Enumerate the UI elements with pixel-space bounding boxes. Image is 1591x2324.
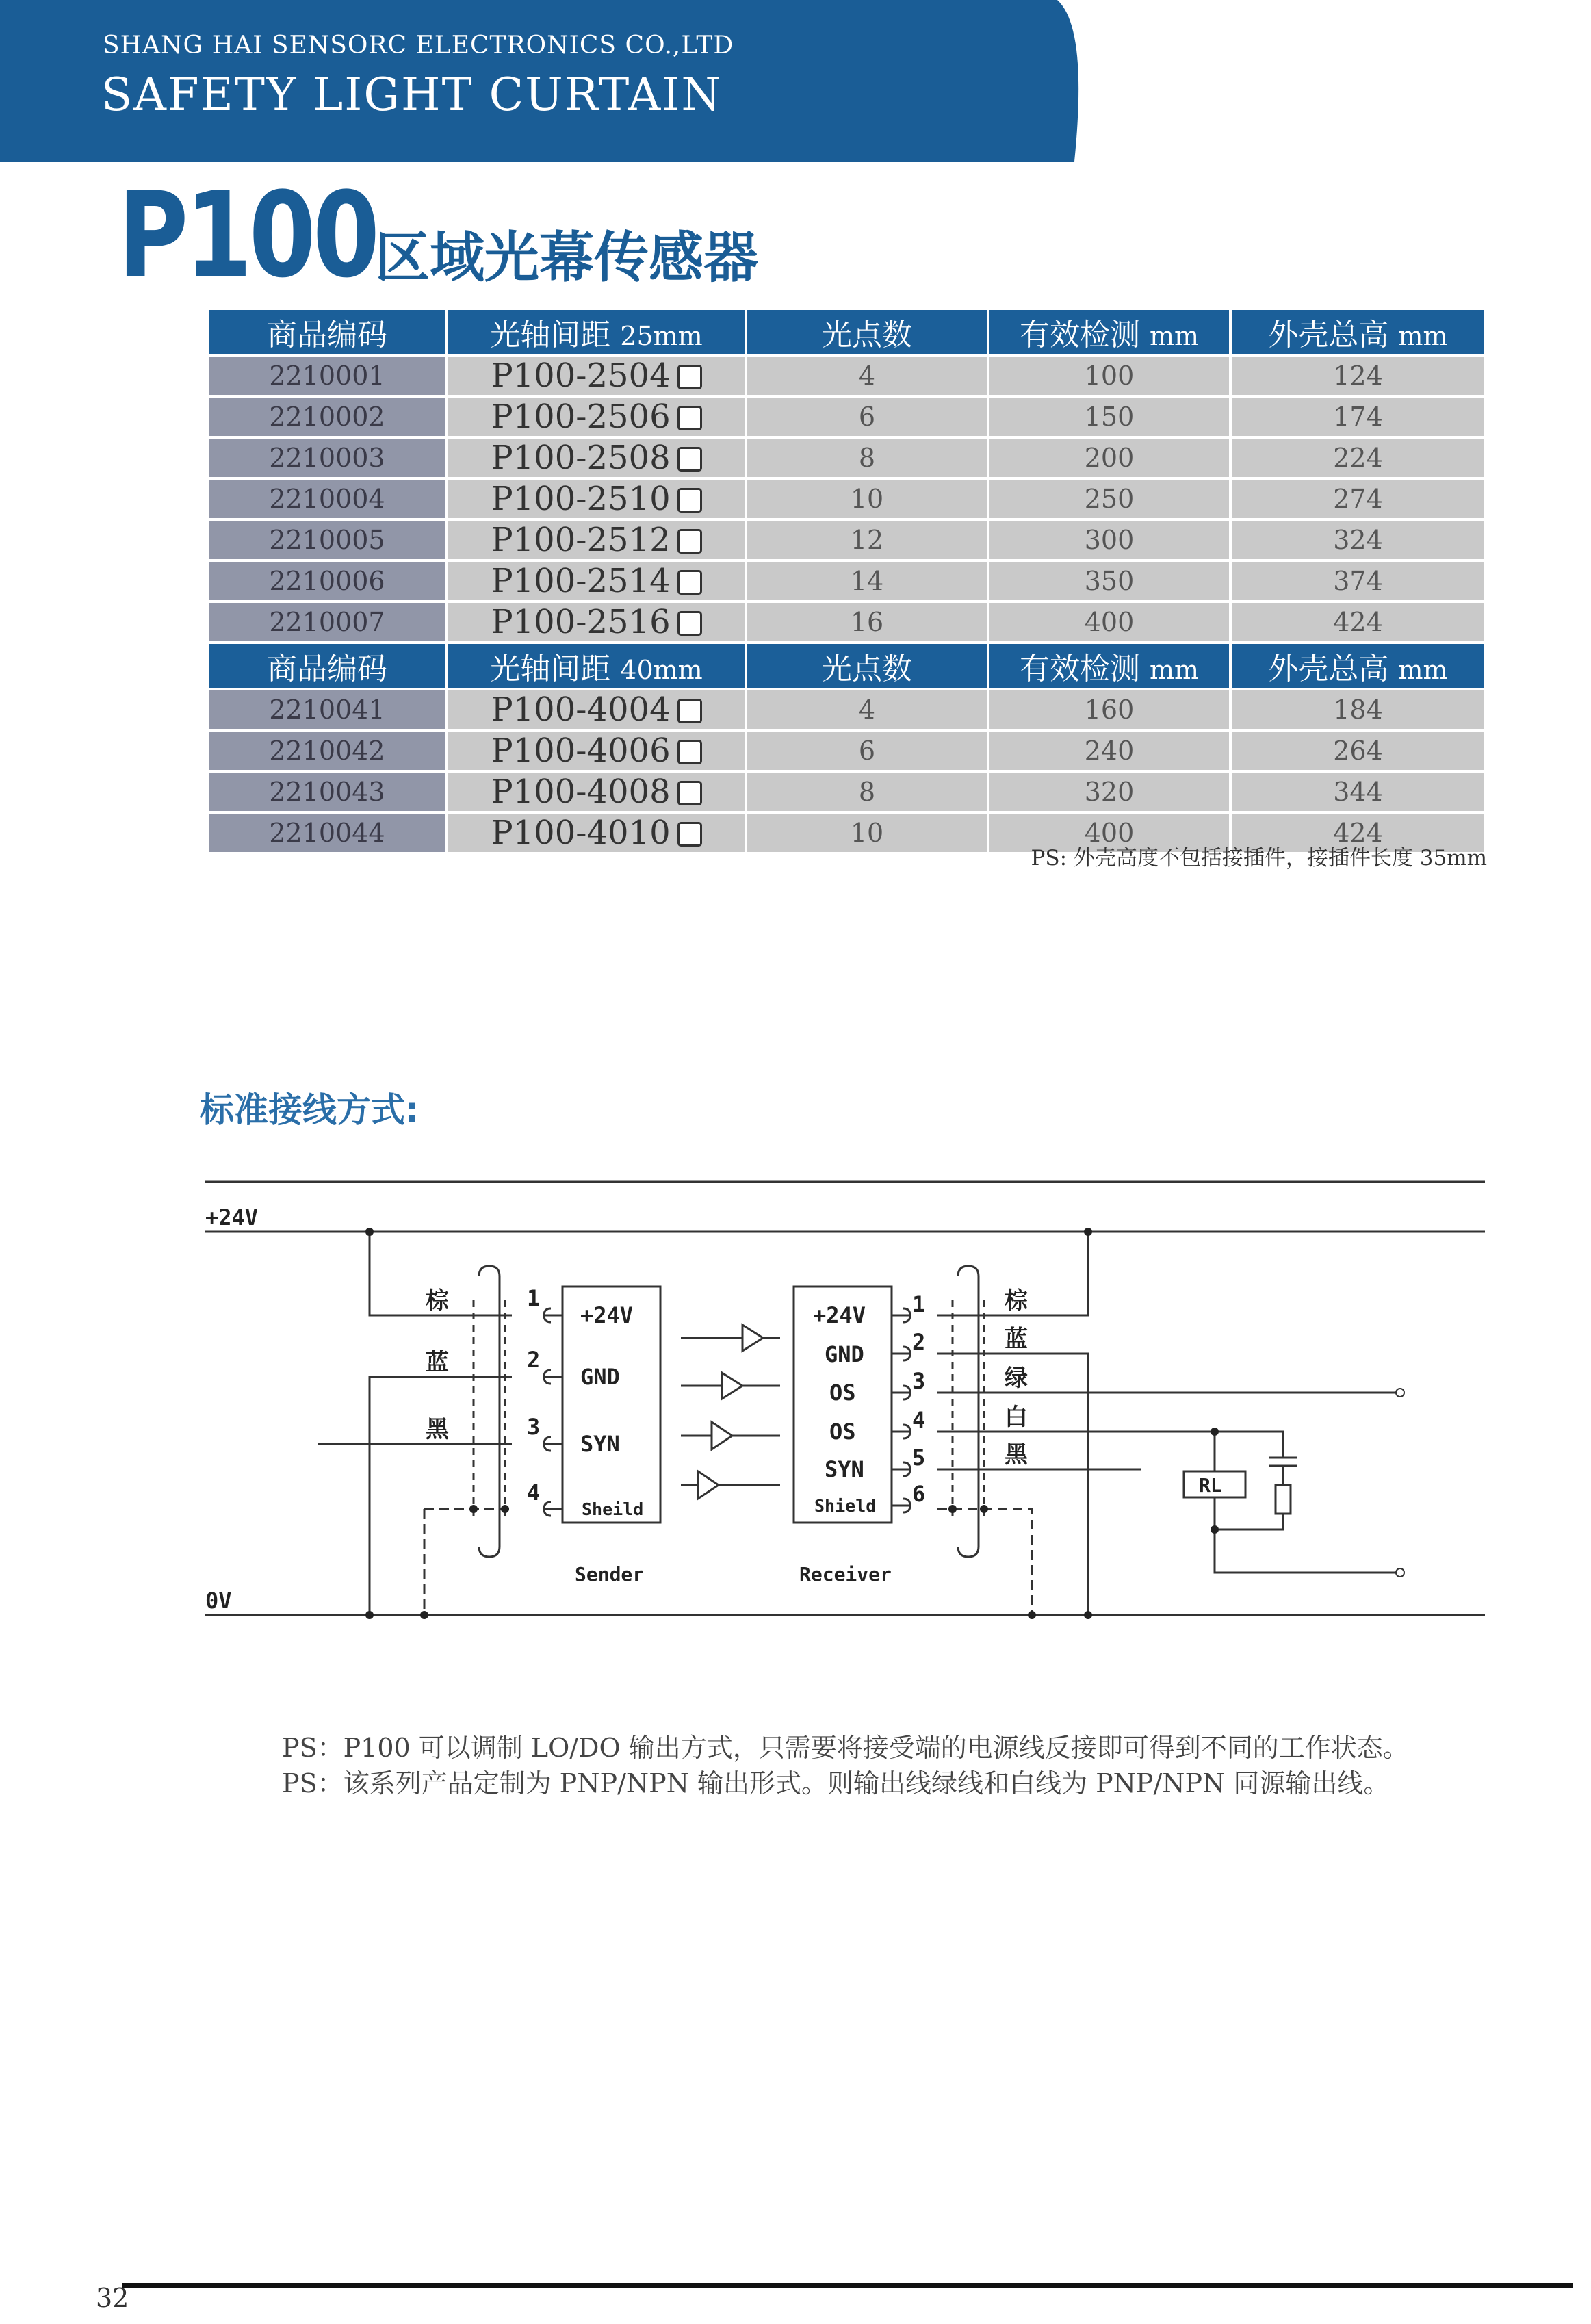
checkbox-icon	[677, 611, 702, 636]
cell-code	[209, 732, 448, 773]
sender-pin-num-2: 2	[527, 1347, 541, 1373]
receiver-pin-name-2: GND	[825, 1341, 864, 1367]
model-subtitle: 区域光幕传感器	[375, 226, 758, 289]
receiver-pin-num-3: 3	[912, 1368, 926, 1394]
checkbox-icon	[677, 822, 702, 847]
cell-points-text: 12	[850, 525, 884, 555]
checkbox-icon	[677, 781, 702, 805]
table-header-row	[209, 644, 1487, 690]
cell-model	[448, 562, 747, 603]
cell-code	[209, 773, 448, 814]
sender-wire-color-2: 蓝	[426, 1349, 449, 1376]
cell-detect-text: 400	[1084, 607, 1135, 637]
table-header-detect	[989, 310, 1232, 357]
cell-code-text: 2210042	[269, 736, 385, 766]
cell-code	[209, 398, 448, 439]
cell-points	[747, 357, 989, 398]
cell-model-text: P100-4006	[491, 732, 671, 770]
rail-bottom-label: 0V	[205, 1588, 232, 1614]
table-row	[209, 773, 1487, 814]
cell-code	[209, 690, 448, 732]
receiver-wire-color-2: 蓝	[1005, 1326, 1028, 1353]
cell-points-text: 10	[850, 484, 884, 514]
cell-points-text: 6	[858, 736, 876, 766]
cell-detect-text: 250	[1084, 484, 1135, 514]
header-model_unit: 25mm	[620, 321, 703, 351]
load-label: RL	[1199, 1474, 1222, 1497]
cell-detect	[989, 480, 1232, 521]
footer-rule	[122, 2283, 1573, 2288]
table-note: PS: 外壳高度不包括接插件，接插件长度 35mm	[1031, 846, 1487, 870]
page-number: 32	[96, 2283, 129, 2313]
header-height: 外壳总高	[1268, 651, 1389, 686]
cell-model-text: P100-2514	[491, 562, 671, 600]
table-row	[209, 357, 1487, 398]
model-title: P100	[118, 166, 377, 304]
table-row	[209, 690, 1487, 732]
cell-code-text: 2210041	[269, 695, 385, 725]
cell-detect	[989, 603, 1232, 644]
cell-model	[448, 690, 747, 732]
sender-wire-color-3: 黑	[426, 1416, 449, 1443]
header-title: SAFETY LIGHT CURTAIN	[101, 68, 723, 121]
checkbox-icon	[677, 488, 702, 513]
cell-code	[209, 603, 448, 644]
cell-detect	[989, 732, 1232, 773]
cell-height-text: 184	[1333, 695, 1383, 725]
cell-points	[747, 480, 989, 521]
table-row	[209, 480, 1487, 521]
table-header-height	[1232, 644, 1487, 690]
receiver-wire-color-4: 白	[1005, 1404, 1028, 1431]
cell-code	[209, 814, 448, 855]
cell-detect-text: 150	[1084, 402, 1135, 432]
cell-height	[1232, 562, 1487, 603]
cell-model	[448, 439, 747, 480]
checkbox-icon	[677, 699, 702, 723]
cell-detect-text: 200	[1084, 443, 1135, 473]
sender-pin-name-4: Sheild	[582, 1499, 644, 1519]
wiring-diagram	[0, 1163, 1591, 1683]
cell-height	[1232, 357, 1487, 398]
cell-points-text: 16	[850, 607, 884, 637]
checkbox-icon	[677, 740, 702, 764]
receiver-wire-color-5: 黑	[1005, 1441, 1028, 1469]
header-detect: 有效检测	[1019, 318, 1140, 352]
cell-height-text: 344	[1333, 777, 1383, 807]
cell-points-text: 14	[850, 566, 884, 596]
cell-points-text: 8	[858, 443, 876, 473]
cell-detect	[989, 521, 1232, 562]
receiver-pin-num-6: 6	[912, 1481, 926, 1507]
header-model: 光轴间距	[490, 318, 611, 352]
table-header-code	[209, 644, 448, 690]
cell-model	[448, 357, 747, 398]
cell-points	[747, 521, 989, 562]
header-points: 光点数	[822, 651, 912, 686]
header-height: 外壳总高	[1268, 318, 1389, 352]
cell-detect-text: 240	[1084, 736, 1135, 766]
cell-code	[209, 521, 448, 562]
cell-model-text: P100-2508	[491, 439, 671, 477]
cell-height-text: 264	[1333, 736, 1383, 766]
receiver-pin-num-5: 5	[912, 1445, 926, 1471]
table-header-model	[448, 644, 747, 690]
cell-detect-text: 400	[1084, 818, 1135, 848]
cell-model-text: P100-2510	[491, 480, 671, 518]
sender-pin-num-3: 3	[527, 1414, 541, 1440]
table-row	[209, 521, 1487, 562]
cell-points	[747, 398, 989, 439]
header-height_unit: mm	[1398, 655, 1448, 685]
checkbox-icon	[677, 529, 702, 554]
receiver-pin-name-4: OS	[829, 1419, 856, 1445]
cell-height-text: 124	[1333, 361, 1383, 391]
cell-points	[747, 562, 989, 603]
checkbox-icon	[677, 447, 702, 472]
cell-height-text: 224	[1333, 443, 1383, 473]
cell-points-text: 4	[858, 361, 876, 391]
cell-code-text: 2210044	[269, 818, 385, 848]
cell-detect-text: 350	[1084, 566, 1135, 596]
receiver-label: Receiver	[799, 1563, 892, 1586]
cell-points	[747, 773, 989, 814]
table-header-detect	[989, 644, 1232, 690]
header-model_unit: 40mm	[620, 655, 703, 685]
cell-height	[1232, 732, 1487, 773]
cell-height	[1232, 521, 1487, 562]
cell-points-text: 10	[850, 818, 884, 848]
cell-model-text: P100-4008	[491, 773, 671, 811]
receiver-pin-name-3: OS	[829, 1380, 856, 1406]
cell-height	[1232, 603, 1487, 644]
receiver-pin-name-5: SYN	[825, 1456, 864, 1482]
table-row	[209, 732, 1487, 773]
receiver-pin-name-6: Shield	[814, 1496, 877, 1516]
cell-code-text: 2210005	[269, 525, 385, 555]
receiver-wire-color-3: 绿	[1005, 1365, 1028, 1392]
ps-note-1: PS：P100 可以调制 LO/DO 输出方式，只需要将接受端的电源线反接即可得到不同的工作状态。	[282, 1733, 1409, 1763]
cell-model-text: P100-4010	[491, 814, 671, 852]
cell-height	[1232, 480, 1487, 521]
cell-points	[747, 814, 989, 855]
cell-height	[1232, 690, 1487, 732]
table-header-code	[209, 310, 448, 357]
cell-code-text: 2210004	[269, 484, 385, 514]
cell-detect-text: 320	[1084, 777, 1135, 807]
sender-wire-color-1: 棕	[426, 1287, 449, 1315]
sender-pin-name-3: SYN	[580, 1431, 620, 1457]
cell-model-text: P100-2516	[491, 603, 671, 641]
wiring-heading: 标准接线方式:	[200, 1090, 419, 1130]
cell-height	[1232, 439, 1487, 480]
cell-points-text: 4	[858, 695, 876, 725]
rail-top-label: +24V	[205, 1204, 259, 1230]
cell-code	[209, 480, 448, 521]
checkbox-icon	[677, 406, 702, 430]
cell-code-text: 2210043	[269, 777, 385, 807]
cell-model-text: P100-4004	[491, 690, 671, 729]
cell-height-text: 374	[1333, 566, 1383, 596]
cell-code	[209, 562, 448, 603]
cell-points	[747, 690, 989, 732]
cell-model	[448, 521, 747, 562]
cell-height-text: 424	[1333, 607, 1383, 637]
header-height_unit: mm	[1398, 321, 1448, 351]
sender-pin-num-1: 1	[527, 1285, 541, 1311]
cell-height-text: 274	[1333, 484, 1383, 514]
cell-detect	[989, 439, 1232, 480]
cell-points-text: 8	[858, 777, 876, 807]
table-row	[209, 439, 1487, 480]
cell-points-text: 6	[858, 402, 876, 432]
cell-model-text: P100-2504	[491, 357, 671, 395]
sender-pin-name-1: +24V	[580, 1302, 634, 1328]
cell-detect	[989, 357, 1232, 398]
cell-model	[448, 480, 747, 521]
table-row	[209, 603, 1487, 644]
header-detect_unit: mm	[1149, 655, 1200, 685]
header-code: 商品编码	[267, 318, 387, 352]
table-row	[209, 562, 1487, 603]
receiver-pin-num-1: 1	[912, 1291, 926, 1317]
sender-pin-num-4: 4	[527, 1480, 541, 1506]
cell-code-text: 2210003	[269, 443, 385, 473]
table-header-height	[1232, 310, 1487, 357]
receiver-pin-name-1: +24V	[813, 1302, 866, 1328]
table-header-points	[747, 310, 989, 357]
header-code: 商品编码	[267, 651, 387, 686]
cell-height-text: 324	[1333, 525, 1383, 555]
cell-detect	[989, 690, 1232, 732]
table-header-points	[747, 644, 989, 690]
spec-table	[209, 310, 1487, 855]
header-detect: 有效检测	[1019, 651, 1140, 686]
receiver-pin-num-4: 4	[912, 1407, 926, 1433]
table-header-model	[448, 310, 747, 357]
cell-code	[209, 357, 448, 398]
cell-model	[448, 773, 747, 814]
cell-detect	[989, 773, 1232, 814]
checkbox-icon	[677, 570, 702, 595]
cell-code	[209, 439, 448, 480]
cell-height-text: 424	[1333, 818, 1383, 848]
receiver-wire-color-1: 棕	[1005, 1287, 1028, 1315]
table-header-row	[209, 310, 1487, 357]
cell-detect	[989, 398, 1232, 439]
cell-code-text: 2210006	[269, 566, 385, 596]
cell-model	[448, 398, 747, 439]
cell-model-text: P100-2512	[491, 521, 671, 559]
sender-label: Sender	[575, 1563, 645, 1586]
header-detect_unit: mm	[1149, 321, 1200, 351]
receiver-pin-num-2: 2	[912, 1329, 926, 1355]
checkbox-icon	[677, 365, 702, 389]
cell-detect-text: 300	[1084, 525, 1135, 555]
cell-detect	[989, 562, 1232, 603]
table-row	[209, 398, 1487, 439]
header-points: 光点数	[822, 318, 912, 352]
cell-code-text: 2210007	[269, 607, 385, 637]
cell-code-text: 2210002	[269, 402, 385, 432]
sender-pin-name-2: GND	[580, 1364, 620, 1390]
cell-model	[448, 603, 747, 644]
cell-height-text: 174	[1333, 402, 1383, 432]
cell-model	[448, 732, 747, 773]
cell-detect-text: 100	[1084, 361, 1135, 391]
company-name: SHANG HAI SENSORC ELECTRONICS CO.,LTD	[103, 31, 734, 60]
header-model: 光轴间距	[490, 651, 611, 686]
cell-points	[747, 732, 989, 773]
cell-height	[1232, 398, 1487, 439]
cell-height	[1232, 773, 1487, 814]
ps-notes	[282, 1730, 1409, 1801]
ps-note-2: PS：该系列产品定制为 PNP/NPN 输出形式。则输出线绿线和白线为 PNP/NPN 同源输出线。	[282, 1768, 1390, 1798]
cell-points	[747, 603, 989, 644]
cell-points	[747, 439, 989, 480]
cell-detect-text: 160	[1084, 695, 1135, 725]
cell-model-text: P100-2506	[491, 398, 671, 436]
cell-model	[448, 814, 747, 855]
cell-code-text: 2210001	[269, 361, 385, 391]
